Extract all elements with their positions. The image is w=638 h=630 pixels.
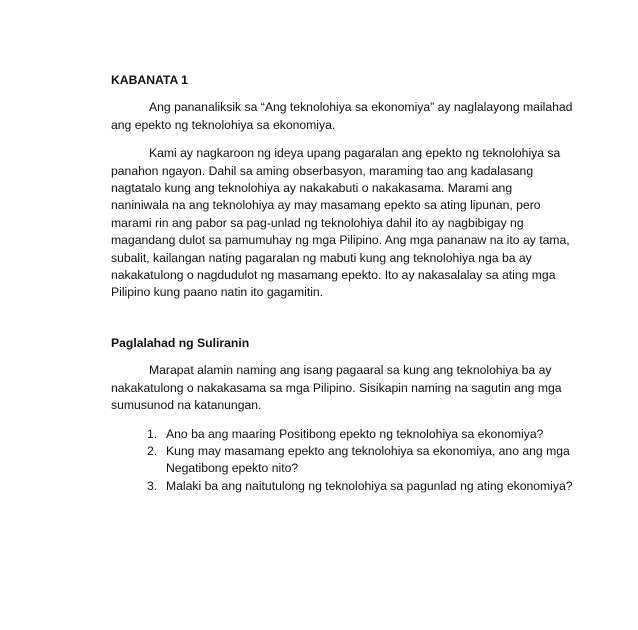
intro-paragraph: Ang pananaliksik sa “Ang teknolohiya sa ekonomiya” ay naglalayong mailahad ang epekto ng teknolohiya sa ekonomiya. bbox=[111, 100, 573, 132]
list-item-number: 1. bbox=[147, 426, 158, 441]
list-item bbox=[111, 478, 573, 495]
rationale-paragraph: Kami ay nagkaroon ng ideya upang pagaralan ang epekto ng teknolohiya sa panahon ngayon. Dahil sa aming obserbasyon, maraming tao ang kadalasang nagtatalo kung ang teknolohiya ay nakakabuti o nakakasama. Marami ang naniniwala na ang teknolohiya ay may masamang epekto sa ating lipunan, pero marami rin ang pabor sa pag-unlad ng teknolohiya dahil ito ay nagbibigay ng magandang dulot sa pamumuhay ng mga Pilipino. Ang mga pananaw na ito ay tama, subalit, kailangan nating pagaralan ng mabuti kung ang teknolohiya nga ba ay nakakatulong o nagdudulot ng masamang epekto. Ito ay nakasalalay sa ating mga Pilipino kung paano natin ito gagamitin. bbox=[111, 146, 570, 300]
document-body bbox=[111, 72, 573, 495]
list-item-text: Ano ba ang maaring Positibong epekto ng teknolohiya sa ekonomiya? bbox=[166, 426, 544, 441]
problem-paragraph: Marapat alamin naming ang isang pagaaral sa kung ang teknolohiya ba ay nakakatulong o nakakasama sa mga Pilipino. Sisikapin naming na sagutin ang mga sumusunod na katanungan. bbox=[111, 363, 562, 413]
list-item-text: Malaki ba ang naitutulong ng teknolohiya sa pagunlad ng ating ekonomiya? bbox=[166, 478, 573, 493]
chapter-title: KABANATA 1 bbox=[111, 73, 188, 87]
list-item-number: 3. bbox=[147, 478, 158, 493]
list-item bbox=[111, 426, 573, 443]
question-list bbox=[111, 426, 573, 496]
list-item-text: Kung may masamang epekto ang teknolohiya sa ekonomiya, ano ang mga Negatibong epekto nito? bbox=[166, 443, 570, 476]
section-title: Paglalahad ng Suliranin bbox=[111, 335, 250, 350]
list-item-number: 2. bbox=[147, 443, 158, 458]
list-item bbox=[111, 443, 573, 478]
